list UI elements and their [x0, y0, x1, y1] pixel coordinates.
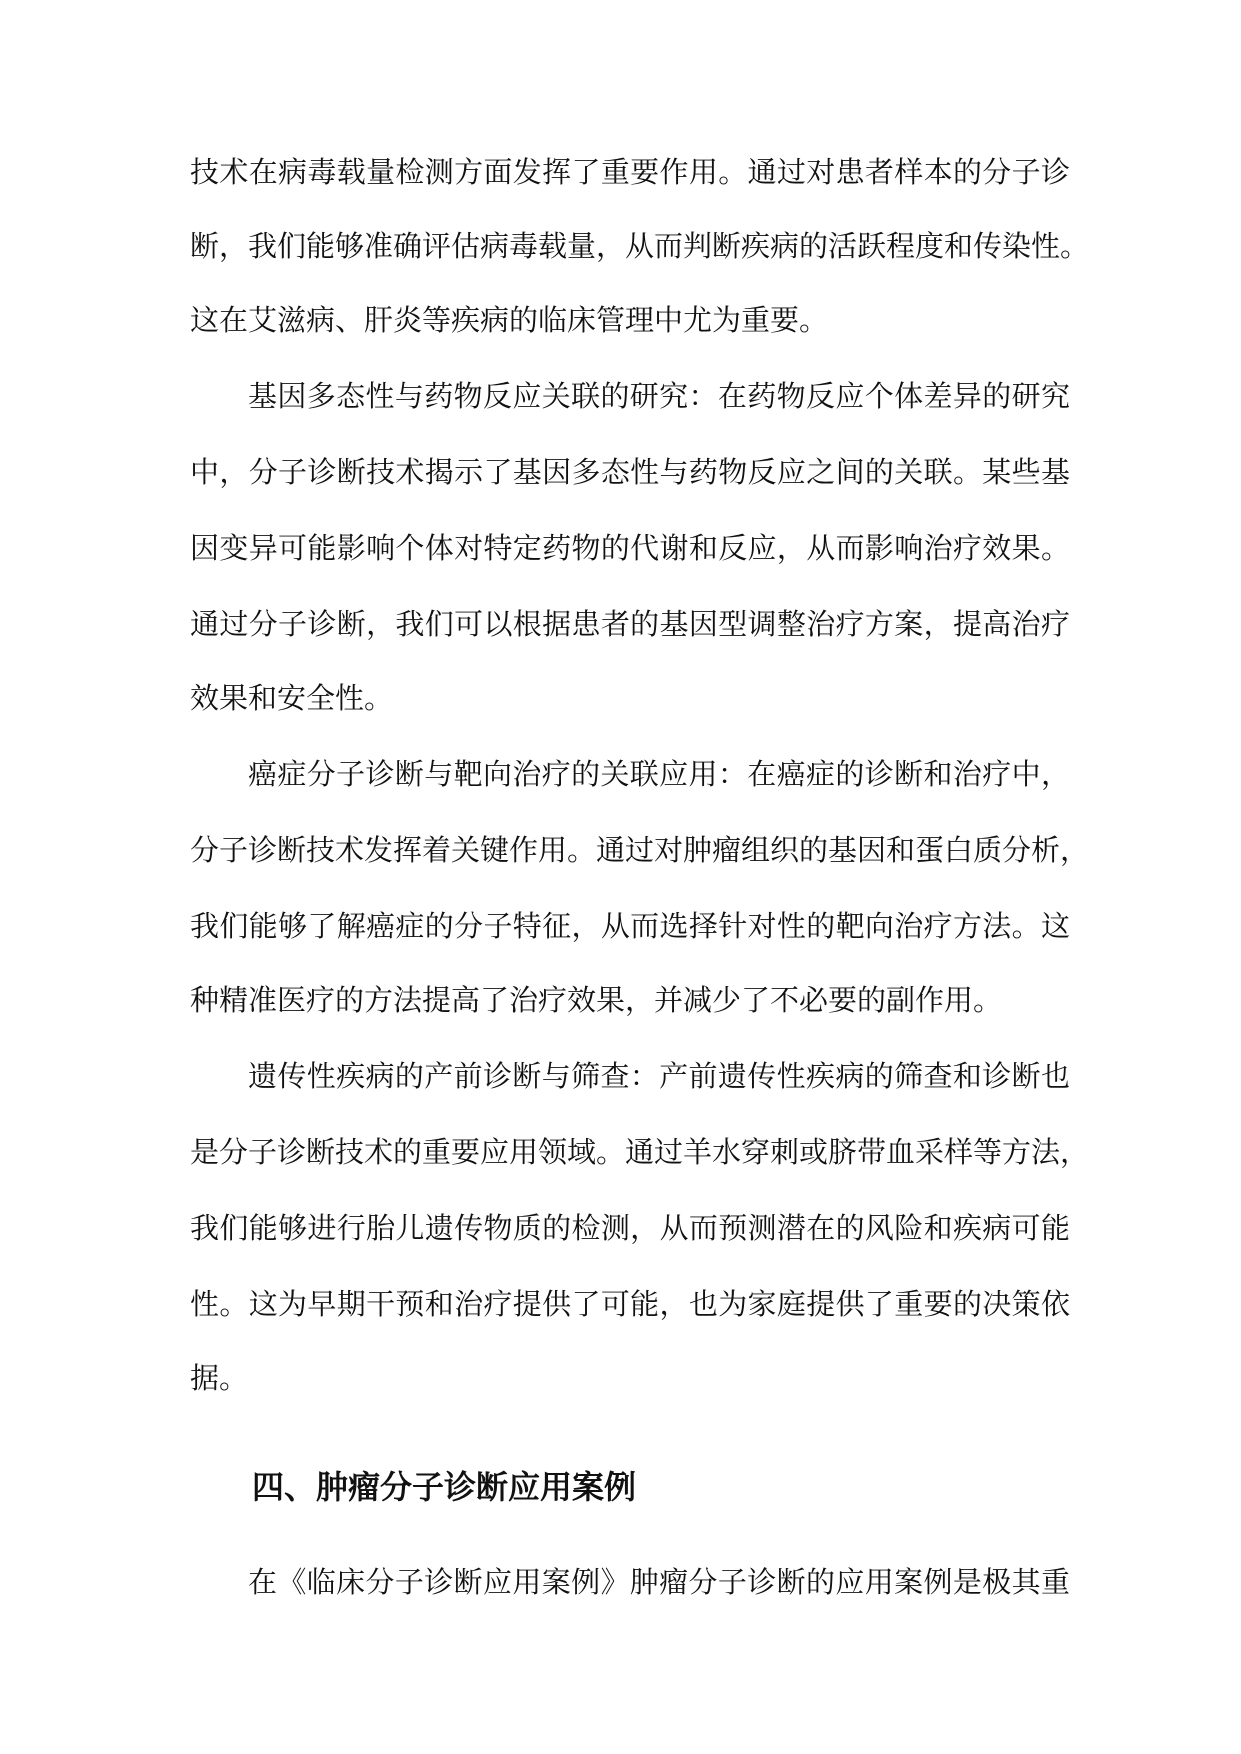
paragraph-line: 我们能够了解癌症的分子特征，从而选择针对性的靶向治疗方法。这 — [190, 909, 1070, 943]
paragraph-line: 断，我们能够准确评估病毒载量，从而判断疾病的活跃程度和传染性。 — [190, 229, 1090, 263]
paragraph-line: 基因多态性与药物反应关联的研究：在药物反应个体差异的研究 — [248, 379, 1070, 413]
paragraph-line: 是分子诊断技术的重要应用领域。通过羊水穿刺或脐带血采样等方法， — [190, 1135, 1090, 1169]
paragraph-line: 性。这为早期干预和治疗提供了可能，也为家庭提供了重要的决策依 — [190, 1287, 1070, 1321]
paragraph-line: 种精准医疗的方法提高了治疗效果，并减少了不必要的副作用。 — [190, 983, 1003, 1017]
paragraph-line: 分子诊断技术发挥着关键作用。通过对肿瘤组织的基因和蛋白质分析， — [190, 833, 1090, 867]
paragraph-line: 癌症分子诊断与靶向治疗的关联应用：在癌症的诊断和治疗中， — [248, 757, 1070, 791]
paragraph-line: 因变异可能影响个体对特定药物的代谢和反应，从而影响治疗效果。 — [190, 531, 1070, 565]
paragraph-line: 中，分子诊断技术揭示了基因多态性与药物反应之间的关联。某些基 — [190, 455, 1070, 489]
paragraph-line: 在《临床分子诊断应用案例》肿瘤分子诊断的应用案例是极其重 — [248, 1565, 1070, 1599]
paragraph-line: 效果和安全性。 — [190, 681, 394, 715]
paragraph-line: 技术在病毒载量检测方面发挥了重要作用。通过对患者样本的分子诊 — [190, 155, 1070, 189]
section-heading: 四、肿瘤分子诊断应用案例 — [252, 1468, 637, 1506]
paragraph-line: 这在艾滋病、肝炎等疾病的临床管理中尤为重要。 — [190, 303, 829, 337]
paragraph-line: 遗传性疾病的产前诊断与筛查：产前遗传性疾病的筛查和诊断也 — [248, 1059, 1070, 1093]
paragraph-line: 我们能够进行胎儿遗传物质的检测，从而预测潜在的风险和疾病可能 — [190, 1211, 1070, 1245]
paragraph-line: 据。 — [190, 1361, 249, 1395]
paragraph-line: 通过分子诊断，我们可以根据患者的基因型调整治疗方案，提高治疗 — [190, 607, 1070, 641]
